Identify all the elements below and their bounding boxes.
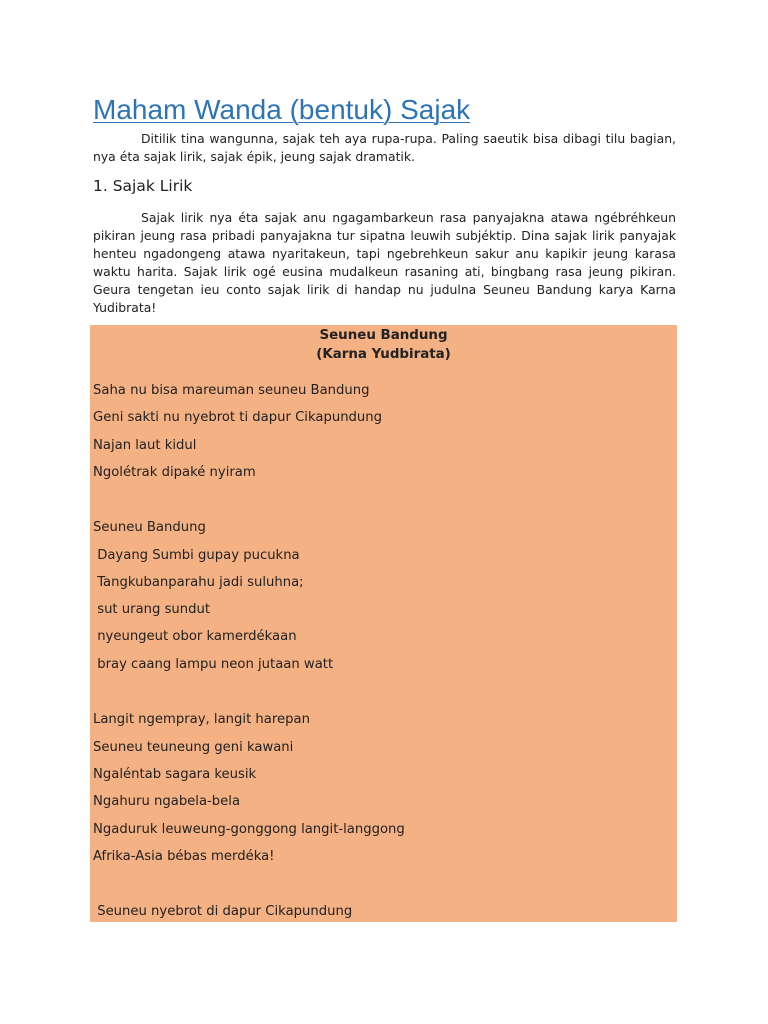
poem-line: Dayang Sumbi gupay pucukna xyxy=(93,548,300,563)
poem-line: Geni sakti nu nyebrot ti dapur Cikapundung xyxy=(93,410,383,425)
poem-line: Afrika-Asia bébas merdéka! xyxy=(93,849,275,864)
poem-line: Najan laut kidul xyxy=(93,438,197,453)
poem-title: Seuneu Bandung xyxy=(319,328,448,343)
poem-line: Ngaduruk leuweung-gonggong langit-langgong xyxy=(93,822,405,837)
poem-line: Ngaléntab sagara keusik xyxy=(93,767,257,782)
poem-line: Saha nu bisa mareuman seuneu Bandung xyxy=(93,383,370,398)
poem-line: Seuneu Bandung xyxy=(93,520,206,535)
poem-line: Ngolétrak dipaké nyiram xyxy=(93,465,256,480)
poem-line: Seuneu nyebrot di dapur Cikapundung xyxy=(93,904,353,919)
poem-line: nyeungeut obor kamerdékaan xyxy=(93,629,297,644)
poem-line: Ngahuru ngabela-bela xyxy=(93,794,241,809)
section-heading: 1. Sajak Lirik xyxy=(93,177,193,195)
poem-box xyxy=(90,325,677,922)
poem-line: Tangkubanparahu jadi suluhna; xyxy=(93,575,304,590)
poem-line: Langit ngempray, langit harepan xyxy=(93,712,310,727)
poem-line: bray caang lampu neon jutaan watt xyxy=(93,657,334,672)
page-title: Maham Wanda (bentuk) Sajak xyxy=(93,94,471,125)
poem-author: (Karna Yudbirata) xyxy=(316,347,451,362)
poem-line: Seuneu teuneung geni kawani xyxy=(93,740,294,755)
section-paragraph: Sajak lirik nya éta sajak anu ngagambarkeun rasa panyajakna atawa ngébréhkeun pikiran jeung rasa pribadi panyajakna tur sipatna leuwih subjéktip. Dina sajak lirik panyajak henteu ngadongeng atawa nyaritakeun, tapi ngebrehkeun sakur anu kapikir jeung karasa waktu harita. Sajak lirik ogé eusina mudalkeun rasaning ati, bingbang rasa jeung pikiran. Geura tengetan ieu conto sajak lirik di handap nu judulna Seuneu Bandung karya Karna Yudibrata! xyxy=(93,210,676,315)
poem-line: sut urang sundut xyxy=(93,602,211,617)
intro-paragraph: Ditilik tina wangunna, sajak teh aya rupa-rupa. Paling saeutik bisa dibagi tilu bagian, nya éta sajak lirik, sajak épik, jeung sajak dramatik. xyxy=(93,131,676,164)
